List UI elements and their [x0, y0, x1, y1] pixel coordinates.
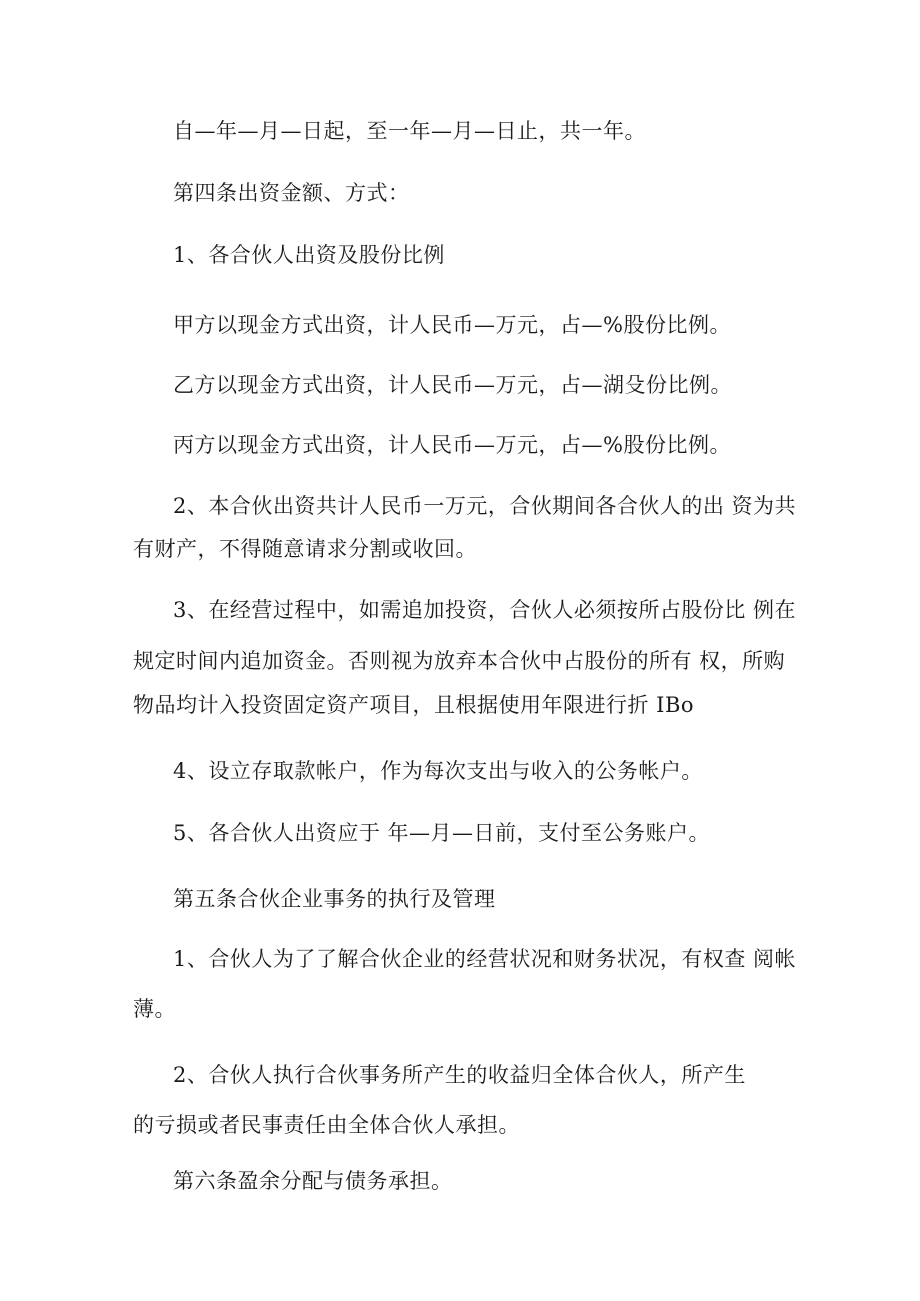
paragraph-party-c: 丙方以现金方式出资，计人民币—万元，占—%股份比例。	[173, 433, 731, 457]
paragraph-mgmt-1-line-2: 薄。	[133, 997, 176, 1021]
paragraph-item-3-line-2: 规定时间内追加资金。否则视为放弃本合伙中占股份的所有 权，所购	[133, 649, 786, 673]
paragraph-item-1: 1、各合伙人出资及股份比例	[173, 243, 445, 267]
paragraph-mgmt-2-line-1: 2、合伙人执行合伙事务所产生的收益归全体合伙人，所产生	[173, 1063, 746, 1087]
paragraph-item-3-line-3: 物品均计入投资固定资产项目，且根据使用年限进行折 IBo	[133, 693, 695, 717]
paragraph-item-4: 4、设立存取款帐户，作为每次支出与收入的公务帐户。	[173, 759, 703, 783]
heading-article-6: 第六条盈余分配与债务承担。	[173, 1169, 453, 1193]
paragraph-item-3-line-1: 3、在经营过程中，如需追加投资，合伙人必须按所占股份比 例在	[173, 598, 797, 622]
paragraph-item-2-line-1: 2、本合伙出资共计人民币一万元，合伙期间各合伙人的出 资为共	[173, 494, 797, 518]
heading-article-4: 第四条出资金额、方式：	[173, 181, 410, 205]
paragraph-party-b: 乙方以现金方式出资，计人民币—万元，占—湖殳份比例。	[173, 373, 732, 397]
paragraph-term-period: 自—年—月—日起，至一年—月—日止，共一年。	[173, 119, 646, 143]
paragraph-item-5: 5、各合伙人出资应于 年—月—日前，支付至公务账户。	[173, 821, 711, 845]
paragraph-mgmt-1-line-1: 1、合伙人为了了解合伙企业的经营状况和财务状况，有权查 阅帐	[173, 947, 797, 971]
paragraph-party-a: 甲方以现金方式出资，计人民币—万元，占—%股份比例。	[173, 313, 731, 337]
paragraph-item-2-line-2: 有财产，不得随意请求分割或收回。	[133, 537, 477, 561]
paragraph-mgmt-2-line-2: 的亏损或者民事责任由全体合伙人承担。	[133, 1113, 520, 1137]
heading-article-5: 第五条合伙企业事务的执行及管理	[173, 887, 496, 911]
